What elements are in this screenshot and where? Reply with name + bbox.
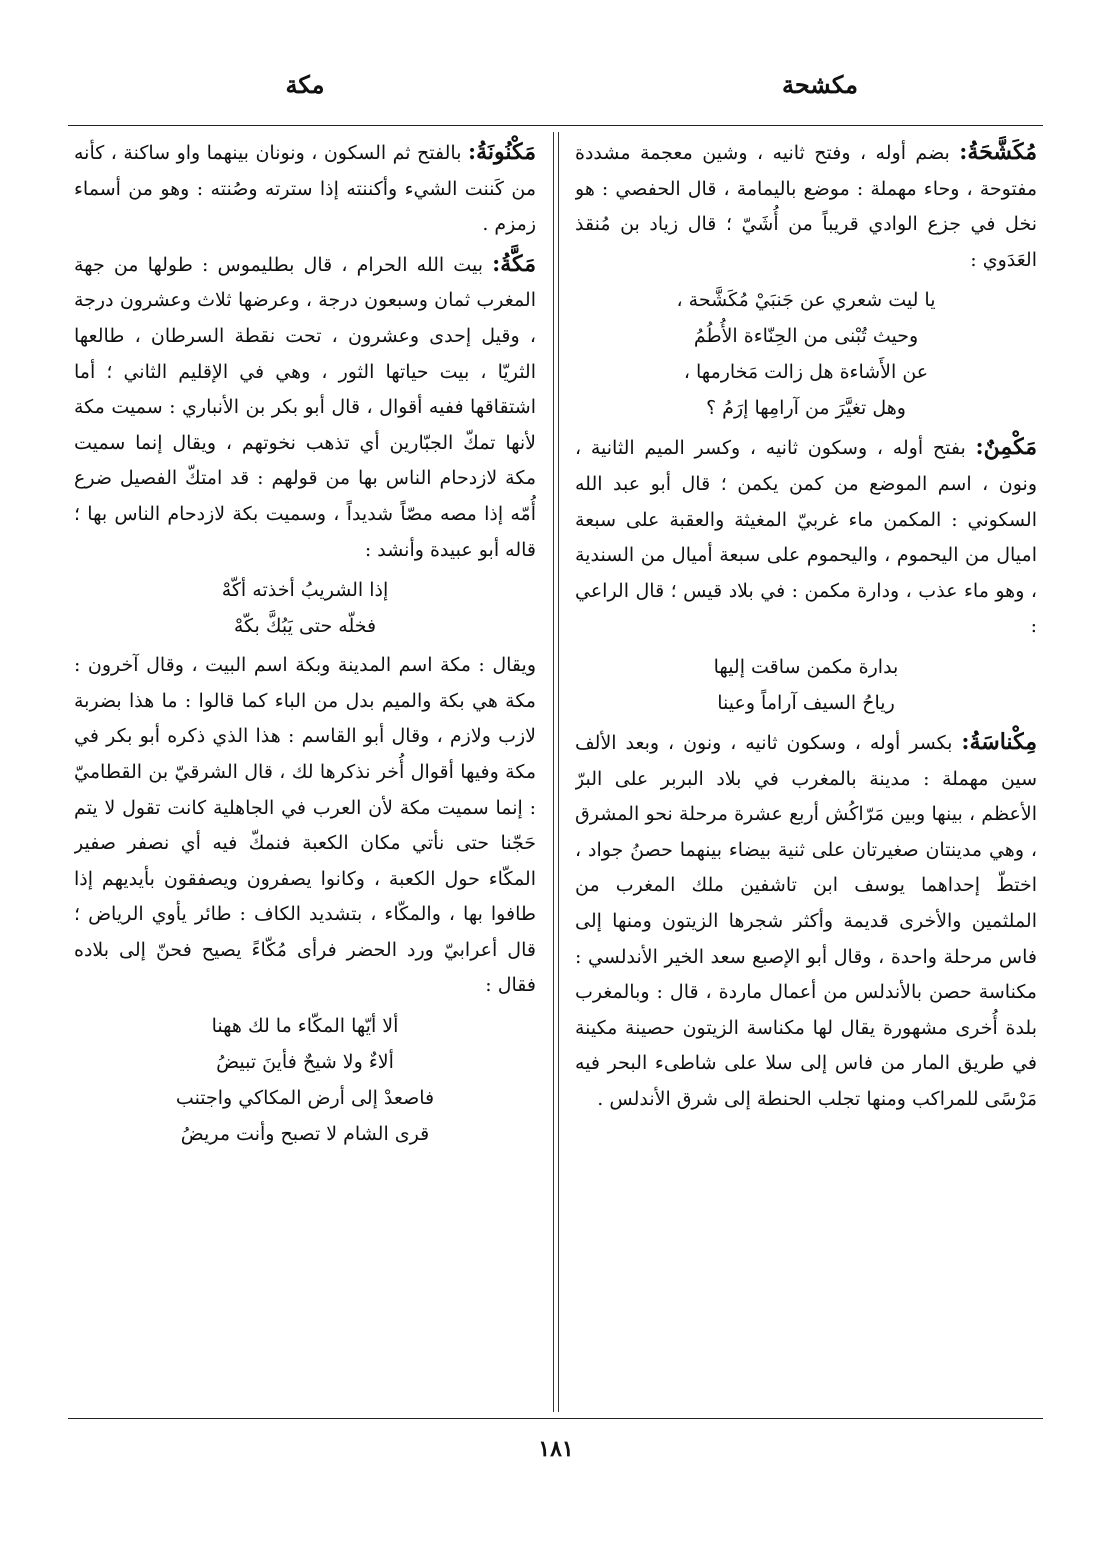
entry-headword: مَكَّةُ: (492, 250, 536, 277)
verse-block (575, 649, 1037, 721)
verse-line: ألا أيّها المكّاء ما لك ههنا (211, 1015, 399, 1038)
verse-line: بدارة مكمن ساقت إليها (713, 655, 899, 678)
entry-makmin (575, 430, 1037, 645)
bottom-rule (68, 1418, 1043, 1419)
right-column (575, 135, 1037, 1117)
entry-text: ويقال : مكة اسم المدينة وبكة اسم البيت ، وقال آخرون : مكة هي بكة والميم بدل من الباء كما قالوا : ما هذا بضربة لازب ولازم ، وقال أبو القاسم : هذا الذي ذكره أبو بكر في مكة وفيها أقوال أُخر نذكرها لك ، قال الشرقيّ بن القطاميّ : إنما سميت مكة لأن العرب في الجاهلية كانت تقول لا يتم حَجّنا حتى نأتي مكان الكعبة فنمكّ فيه أي نصفر صفير المكّاء حول الكعبة ، وكانوا يصفرون ويصفقون بأيديهم إذا طافوا بها ، والمكّاء ، بتشديد الكاف : طائر يأوي الرياض ؛ قال أعرابيّ ورد الحضر فرأى مُكّاءً يصيح فحنّ إلى بلاده فقال : (74, 654, 536, 997)
verse-line: قرى الشام لا تصبح وأنت مريضُ (180, 1123, 430, 1146)
entry-text: بكسر أوله ، وسكون ثانيه ، ونون ، وبعد الألف سين مهملة : مدينة بالمغرب في بلاد البربر على البرّ الأعظم ، بينها وبين مَرّاكُش أربع عشرة مرحلة نحو المشرق ، وهي مدينتان صغيرتان على ثنية بيضاء بينهما حصنُ جواد ، اختطّ إحداهما يوسف ابن تاشفين ملك المغرب من الملثمين والأخرى قديمة وأكثر شجرها الزيتون ومنها إلى فاس مرحلة واحدة ، وقال أبو الإصبع سعد الخير الأندلسي : مكناسة حصن بالأندلس من أعمال ماردة ، قال : وبالمغرب بلدة أُخرى مشهورة يقال لها مكناسة الزيتون حصينة مكينة في طريق المار من فاس إلى سلا على شاطىء البحر فيه مَرْسًى للمراكب ومنها تجلب الحنطة إلى شرق الأندلس . (575, 731, 1037, 1110)
entry-headword: مَكْنُونَةُ: (468, 139, 536, 165)
entry-headword: مَكْمِنٌ: (975, 434, 1037, 461)
verse-line: رياحُ السيف آراماً وعينا (717, 691, 895, 714)
running-head-left: مكة (285, 70, 325, 99)
running-head-right: مكشحة (782, 70, 858, 99)
verse-line: وحيث تُبْنى من الحِنّاءة الأُطُمُ (693, 325, 919, 348)
entry-text: بيت الله الحرام ، قال بطليموس : طولها من جهة المغرب ثمان وسبعون درجة ، وعرضها ثلاث وعشرون درجة ، وقيل إحدى وعشرون ، تحت نقطة السرطان ، طالعها الثريّا ، بيت حياتها الثور ، وهي في الإقليم الثاني ؛ أما اشتقاقها ففيه أقوال ، قال أبو بكر بن الأنباري : سميت مكة لأنها تمكّ الجبّارين أي تذهب نخوتهم ، ويقال إنما سميت مكة لازدحام الناس بها من قولهم : قد امتكّ الفصيل ضرع أُمّه إذا مصه مصّاً شديداً ، وسميت بكة لازدحام الناس بها ؛ قاله أبو عبيدة وأنشد : (74, 253, 536, 561)
entry-maknuna (74, 135, 536, 243)
entry-text: بالفتح ثم السكون ، ونونان بينهما واو ساكنة ، كأنه من كَننت الشيء وأكننته إذا سترته وصُنته : وهو من أسماء زمزم . (74, 142, 536, 236)
entry-makka (74, 247, 536, 568)
top-rule (68, 125, 1043, 126)
verse-block (74, 572, 536, 644)
verse-line: وهل تغيَّرَ من آرامِها إرَمُ ؟ (706, 397, 906, 420)
verse-line: فاصعدْ إلى أرض المكاكي واجتنب (175, 1087, 435, 1110)
verse-line: يا ليت شعري عن جَنبَيْ مُكَشَّحة ، (676, 289, 936, 312)
entry-headword: مُكَشَّحَةُ: (959, 139, 1037, 165)
entry-headword: مِكْناسَةُ: (961, 728, 1037, 755)
verse-block (74, 1008, 536, 1152)
verse-line: إذا الشريبُ أخذته أكّهْ (221, 579, 389, 602)
column-divider (553, 132, 559, 1412)
entry-text: بضم أوله ، وفتح ثانيه ، وشين معجمة مشددة مفتوحة ، وحاء مهملة : موضع باليمامة ، قال الحفصي : هو نخل في جزع الوادي قريباً من أُشَيّ ؛ قال زياد بن مُنقذ العَدَوي : (575, 142, 1037, 271)
entry-mukashshaha (575, 135, 1037, 278)
verse-block (575, 282, 1037, 426)
entry-makka-continued (74, 648, 536, 1004)
entry-text: بفتح أوله ، وسكون ثانيه ، وكسر الميم الثانية ، ونون ، اسم الموضع من كمن يكمن ؛ قال أبو عبد الله السكوني : المكمن ماء غربيّ المغيثة والعقبة على سبعة اميال من اليحموم ، واليحموم على سبعة أميال من السندية ، وهو ماء عذب ، ودارة مكمن : في بلاد قيس ؛ قال الراعي : (575, 437, 1037, 638)
entry-miknasa (575, 725, 1037, 1118)
verse-line: فخلّه حتى يَبُكَّ بكّهْ (233, 615, 377, 638)
verse-line: عن الأَشاءة هل زالت مَخارمها ، (683, 361, 929, 384)
verse-line: ألاءٌ ولا شيحٌ فأينَ تبيضُ (216, 1051, 394, 1074)
left-column (74, 135, 536, 1156)
page-number: ١٨١ (538, 1436, 574, 1462)
